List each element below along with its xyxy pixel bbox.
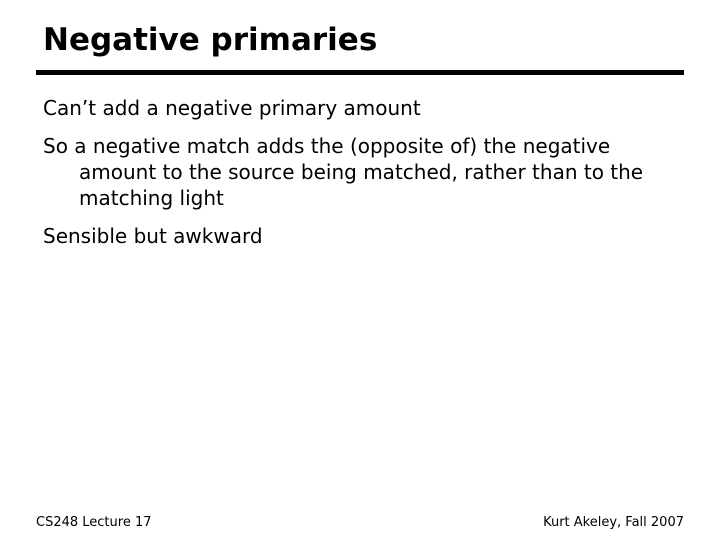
bullet-item: Sensible but awkward: [43, 224, 263, 248]
footer-author: Kurt Akeley, Fall 2007: [543, 515, 684, 530]
slide-title: Negative primaries: [43, 22, 378, 58]
bullet-item: So a negative match adds the (opposite of) the negative amount to the source being matched, rather than to the matching light: [43, 134, 644, 210]
footer-course: CS248 Lecture 17: [36, 515, 152, 530]
bullet-item: Can’t add a negative primary amount: [43, 96, 421, 120]
bullet-list: [43, 95, 683, 261]
title-divider: [36, 70, 684, 75]
